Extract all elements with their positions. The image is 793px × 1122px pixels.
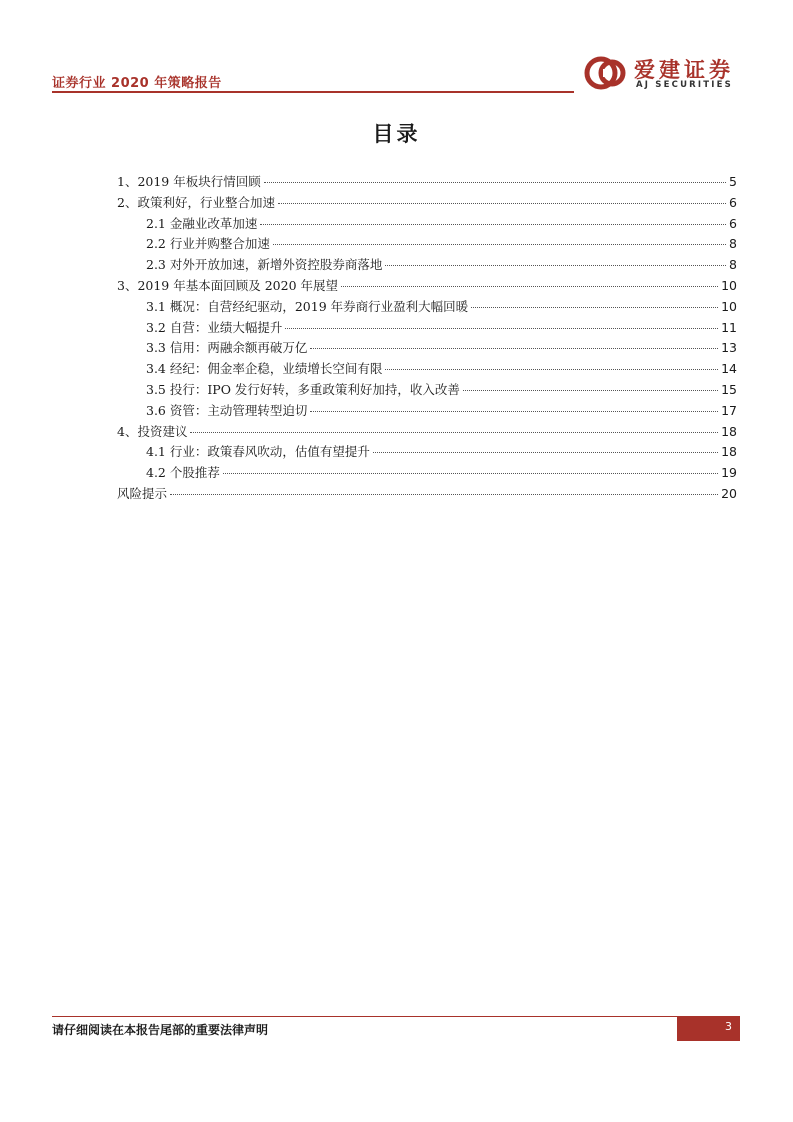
toc-dot-leader — [373, 452, 718, 453]
toc-dot-leader — [260, 224, 726, 225]
toc-entry-page: 8 — [729, 257, 737, 273]
toc-dot-leader — [170, 494, 718, 495]
toc-dot-leader — [341, 286, 718, 287]
toc-entry-page: 13 — [721, 340, 737, 356]
toc-entry-label: 1、2019 年板块行情回顾 — [117, 174, 261, 189]
toc-entry[interactable] — [117, 193, 737, 214]
toc-subentry[interactable] — [117, 234, 737, 255]
toc-entry-label: 4.2 个股推荐 — [146, 465, 220, 481]
page-number-box — [677, 1017, 740, 1041]
toc-entry-page: 15 — [721, 381, 737, 397]
report-title: 证券行业 2020 年策略报告 — [52, 76, 222, 91]
toc-dot-leader — [310, 348, 718, 349]
toc-entry-label: 2、政策利好，行业整合加速 — [117, 194, 275, 210]
toc-dot-leader — [463, 390, 718, 391]
toc-dot-leader — [223, 473, 718, 474]
toc-entry-label: 3.4 经纪：佣金率企稳，业绩增长空间有限 — [146, 361, 383, 377]
logo-mark-icon — [584, 54, 628, 92]
toc-dot-leader — [264, 182, 726, 183]
toc-entry-page: 10 — [721, 277, 737, 293]
toc-dot-leader — [310, 411, 718, 412]
toc-subentry[interactable] — [117, 297, 737, 318]
toc-entry-label: 2.2 行业并购整合加速 — [146, 236, 270, 252]
toc-entry-label: 风险提示 — [117, 485, 168, 501]
table-of-contents — [117, 172, 737, 505]
toc-entry-label: 2.1 金融业改革加速 — [146, 215, 258, 231]
toc-entry-label: 3.2 自营：业绩大幅提升 — [146, 319, 283, 335]
toc-entry-page: 10 — [721, 298, 737, 314]
logo-chinese-name: 爱建证券 — [634, 58, 734, 82]
toc-entry-label: 2.3 对外开放加速，新增外资控股券商落地 — [146, 257, 383, 273]
toc-dot-leader — [273, 244, 726, 245]
toc-dot-leader — [285, 328, 718, 329]
toc-entry-page: 14 — [721, 361, 737, 377]
toc-entry[interactable] — [117, 484, 737, 505]
toc-entry-page: 5 — [729, 174, 737, 189]
toc-subentry[interactable] — [117, 255, 737, 276]
header-divider — [52, 91, 574, 93]
toc-entry-page: 8 — [729, 236, 737, 252]
toc-subentry[interactable] — [117, 463, 737, 484]
toc-entry-page: 18 — [721, 444, 737, 460]
toc-entry-page: 19 — [721, 465, 737, 481]
toc-subentry[interactable] — [117, 401, 737, 422]
toc-entry-label: 3.3 信用：两融余额再破万亿 — [146, 340, 308, 356]
toc-entry-page: 20 — [721, 485, 737, 501]
toc-entry[interactable] — [117, 276, 737, 297]
toc-dot-leader — [385, 265, 726, 266]
toc-entry-label: 4.1 行业：政策春风吹动，估值有望提升 — [146, 444, 370, 460]
toc-entry-page: 17 — [721, 402, 737, 418]
toc-entry-page: 11 — [721, 319, 737, 335]
toc-entry-page: 6 — [729, 194, 737, 210]
toc-subentry[interactable] — [117, 338, 737, 359]
toc-entry-page: 6 — [729, 215, 737, 231]
toc-subentry[interactable] — [117, 359, 737, 380]
toc-entry-label: 3.5 投行：IPO 发行好转，多重政策利好加持，收入改善 — [146, 381, 460, 397]
toc-entry-label: 3、2019 年基本面回顾及 2020 年展望 — [117, 277, 338, 293]
toc-entry[interactable] — [117, 172, 737, 193]
toc-dot-leader — [278, 203, 726, 204]
toc-entry-label: 4、投资建议 — [117, 423, 188, 439]
toc-entry-label: 3.1 概况：自营经纪驱动，2019 年券商行业盈利大幅回暖 — [146, 298, 469, 314]
toc-dot-leader — [385, 369, 718, 370]
toc-entry-label: 3.6 资管：主动管理转型迫切 — [146, 402, 308, 418]
footer-divider — [52, 1016, 740, 1017]
toc-subentry[interactable] — [117, 214, 737, 235]
page-number: 3 — [725, 1020, 732, 1033]
logo-english-name: AJ SECURITIES — [636, 80, 733, 90]
toc-subentry[interactable] — [117, 380, 737, 401]
toc-dot-leader — [190, 432, 718, 433]
company-logo — [584, 52, 744, 94]
toc-entry[interactable] — [117, 422, 737, 443]
toc-dot-leader — [471, 307, 718, 308]
toc-subentry[interactable] — [117, 318, 737, 339]
legal-disclaimer: 请仔细阅读在本报告尾部的重要法律声明 — [52, 1023, 269, 1037]
toc-entry-page: 18 — [721, 423, 737, 439]
toc-subentry[interactable] — [117, 442, 737, 463]
toc-heading: 目录 — [372, 122, 421, 146]
